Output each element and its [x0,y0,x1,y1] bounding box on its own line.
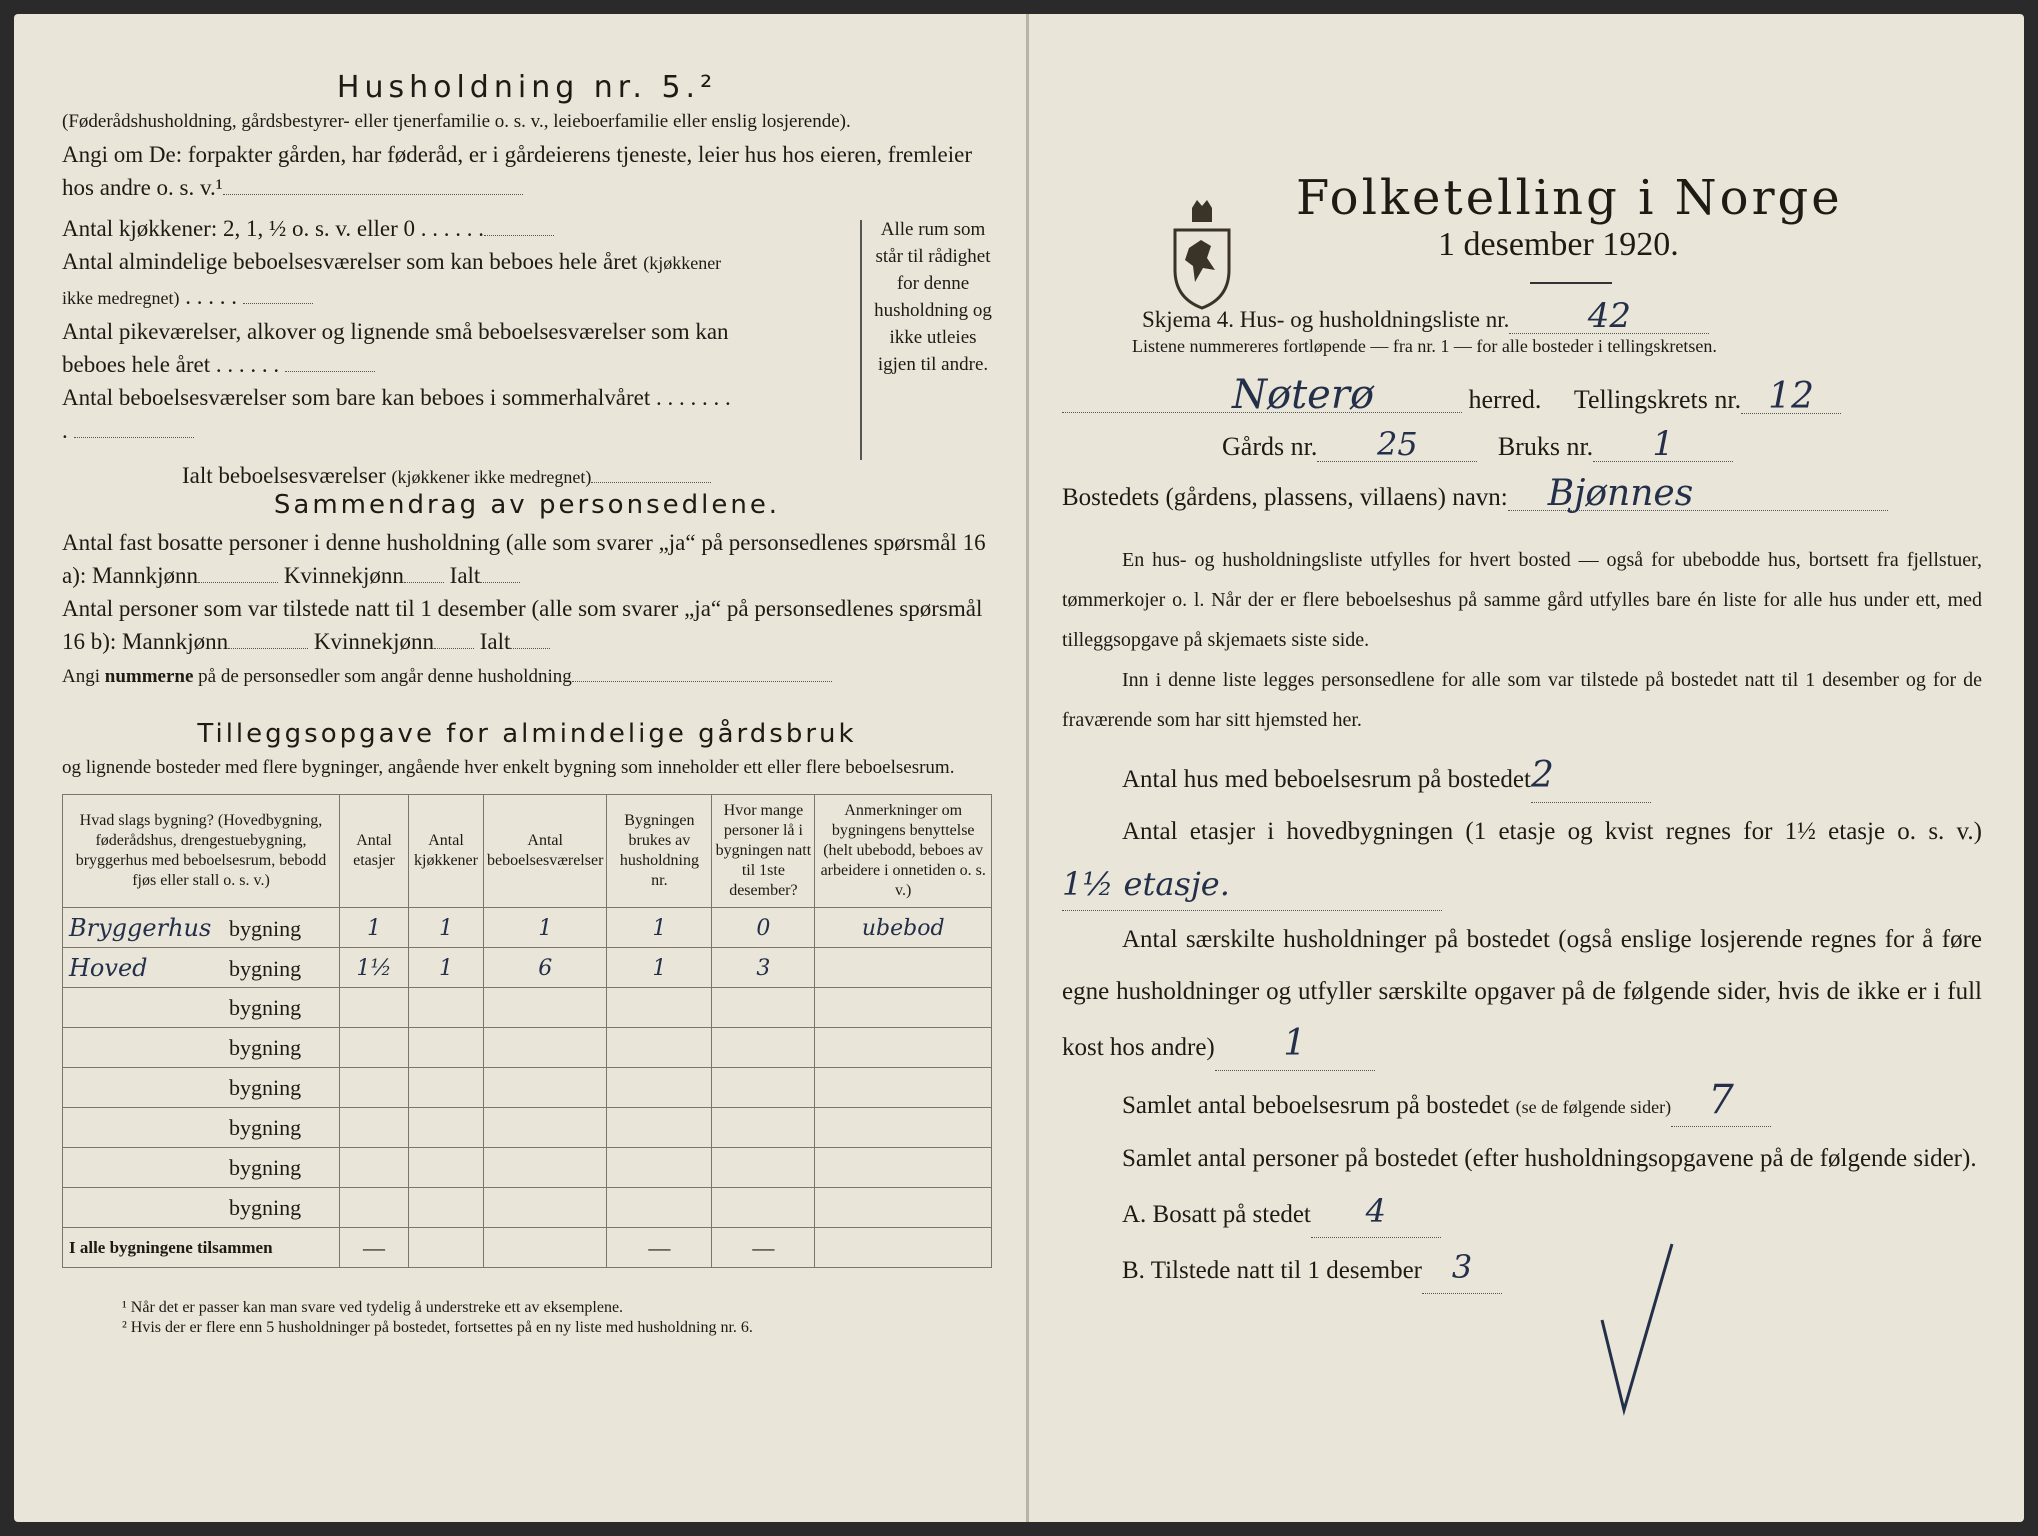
persons-cell [712,1148,815,1188]
header-floors: Antal etasjer [340,795,409,908]
building-type-cell [63,948,340,988]
total-rooms-question: Ialt beboelsesværelser (kjøkkener ikke medregnet) [62,459,742,494]
remarks-cell [815,988,992,1028]
houses-line: Antal hus med beboelsesrum på bostedet2 [1062,750,1982,806]
numbers-prompt: Angi nummerne på de personsedler som angår denne husholdning [62,664,992,689]
household-cell [607,988,712,1028]
instructions-2: Inn i denne liste legges personsedlene for alle som var tilstede på bostedet natt til 1 desember og for de fraværende som har sitt hjemsted her. [1062,669,1982,731]
farm-title: Tilleggsopgave for almindelige gårdsbruk [197,719,857,749]
census-title: Folketelling i Norge [1296,170,1843,226]
resident-line: A. Bosatt på stedet 4 [1062,1185,1982,1241]
rooms-year-question: Antal almindelige beboelsesværelser som kan beboes hele året (kjøkkener ikke medregnet) . . . . . [62,249,722,309]
building-row [63,1148,992,1188]
building-word: bygning [229,1114,302,1140]
present-line: B. Tilstede natt til 1 desember 3 [1062,1241,1982,1297]
header-persons: Hvor mange personer lå i bygningen natt til 1ste desember? [712,795,815,908]
remarks-cell [815,1188,992,1228]
persons-value: 0 [756,915,771,941]
kitchens-cell [409,1188,484,1228]
persons-cell [712,1108,815,1148]
household-cell [607,1188,712,1228]
rooms-cell [484,908,607,948]
header-rooms: Antal beboelsesværelser [484,795,607,908]
total-row [63,1228,992,1268]
building-type-cell [63,988,340,1028]
header-remarks: Anmerkninger om bygningens benyttelse (helt ubebodd, beboes av arbeidere i onnetiden o. s. v.) [815,795,992,908]
floors-cell [340,1068,409,1108]
left-page [62,60,992,1338]
persons-cell [712,1028,815,1068]
building-row [63,1068,992,1108]
bracket-note: Alle rum som står til rådighet for denne husholdning og ikke utleies igjen til andre. [874,219,992,375]
total-row-label: I alle bygningene tilsammen [63,1228,340,1268]
remarks-value: ubebod [861,915,945,941]
building-word: bygning [229,915,302,941]
farm-number: 25 [1317,428,1477,462]
kitchens-cell [409,908,484,948]
municipality-line: Nøterø herred. Tellingskrets nr. 12 [1062,379,1982,416]
header-kitchens: Antal kjøkkener [409,795,484,908]
rooms-value: 6 [538,955,553,981]
building-row [63,1108,992,1148]
household-value: 1 [652,955,667,981]
header-household: Bygningen brukes av husholdning nr. [607,795,712,908]
total-household: — [607,1228,712,1268]
household-cell [607,1068,712,1108]
household-cell [607,948,712,988]
persons-cell [712,1068,815,1108]
kitchens-cell [409,1148,484,1188]
building-name: Bryggerhus [69,913,212,942]
building-row [63,948,992,988]
floors-cell [340,988,409,1028]
remarks-cell [815,908,992,948]
district-number: 12 [1741,380,1841,414]
coat-of-arms-icon [1167,200,1237,310]
total-floors: — [340,1228,409,1268]
summary-title: Sammendrag av personsedlene. [273,490,781,520]
instructions-1: En hus- og husholdningsliste utfylles for hvert bosted — også for ubebodde hus, bortsett fra fjellstuer, tømmerkojer o. l. Når der er flere beboelseshus på samme gård utfylles bare én liste for alle hus under ett, med tilleggsopgave på skjemaets siste side. [1062,549,1982,651]
rooms-cell [484,948,607,988]
building-word: bygning [229,1034,302,1060]
rooms-cell [484,988,607,1028]
building-type-cell [63,1188,340,1228]
floors-value: 1 [367,915,381,941]
floors-cell [340,948,409,988]
footnote-1: ¹ Når det er passer kan man svare ved tydelig å understreke ett av eksemplene. [122,1299,624,1316]
household-value: 1 [652,915,667,941]
present-count: 3 [1422,1241,1502,1294]
building-row [63,908,992,948]
building-type-cell [63,1028,340,1068]
household-cell [607,1148,712,1188]
rooms-cell [484,1028,607,1068]
rooms-line: Samlet antal beboelsesrum på bostedet (se de følgende sider) 7 [1062,1074,1982,1133]
persons-cell [712,908,815,948]
check-mark-icon [1598,1240,1678,1420]
households-count: 1 [1215,1018,1375,1071]
farm-intro: og lignende bosteder med flere bygninger, angående hver enkelt bygning som inneholder ett eller flere beboelsesrum. [62,757,955,778]
header-building-type: Hvad slags bygning? (Hovedbygning, føderådshus, drengestuebygning, bryggerhus med beboelsesrum, bebodd fjøs eller stall o. s. v.) [63,795,340,908]
building-word: bygning [229,994,302,1020]
floors-cell [340,1028,409,1068]
remarks-cell [815,1068,992,1108]
persons-cell [712,988,815,1028]
page-fold [1026,14,1029,1522]
total-remarks [815,1228,992,1268]
place-line: Bostedets (gårdens, plassens, villaens) navn: Bjønnes [1062,477,1982,514]
census-date: 1 desember 1920. [1438,226,1679,263]
household-cell [607,1028,712,1068]
rooms-questions [62,212,742,494]
holding-number: 1 [1593,428,1733,462]
list-number: 42 [1509,300,1709,334]
footnotes [62,1298,992,1338]
footnote-2: ² Hvis der er flere enn 5 husholdninger på bostedet, fortsettes på en ny liste med husholdning nr. 6. [122,1319,753,1336]
divider [1530,282,1612,284]
houses-count: 2 [1531,750,1651,803]
household-cell [607,908,712,948]
floors-cell [340,1148,409,1188]
rooms-cell [484,1148,607,1188]
household-cell [607,1108,712,1148]
kitchens-cell [409,948,484,988]
summary-a: Antal fast bosatte personer i denne husholdning (alle som svarer „ja“ på personsedlenes spørsmål 16 a): Mannkjønn Kvinnekjønn Ialt [62,530,986,588]
rooms-cell [484,1068,607,1108]
floors-cell [340,908,409,948]
remarks-cell [815,1028,992,1068]
building-name: Hoved [69,953,148,982]
households-line: Antal særskilte husholdninger på bostedet (også enslige losjerende regnes for å føre egne husholdninger og utfyller særskilte opgaver på de følgende sider, hvis de ikke er i full kost hos andre) 1 [1062,914,1982,1074]
floors-value: 1½ [356,955,392,981]
kitchens-value: 1 [439,955,453,981]
building-type-cell [63,1148,340,1188]
building-word: bygning [229,955,302,981]
municipality: Nøterø [1062,379,1462,413]
remarks-cell [815,1148,992,1188]
kitchens-cell [409,1108,484,1148]
building-word: bygning [229,1154,302,1180]
kitchens-cell [409,1068,484,1108]
kitchens-value: 1 [439,915,453,941]
rooms-value: 1 [538,915,553,941]
floors-line: Antal etasjer i hovedbygningen (1 etasje og kvist regnes for 1½ etasje o. s. v.)1½ etasje. [1062,806,1982,914]
household-instruction: Angi om De: forpakter gården, har føderåd, er i gårdeierens tjeneste, leier hus hos eieren, fremleier hos andre o. s. v.¹ [62,142,973,200]
building-type-cell [63,1108,340,1148]
building-type-cell [63,908,340,948]
total-kitchens [409,1228,484,1268]
rooms-cell [484,1108,607,1148]
schema-line: Skjema 4. Hus- og husholdningsliste nr. 42 [1062,300,1982,336]
building-type-cell [63,1068,340,1108]
total-persons: — [712,1228,815,1268]
building-word: bygning [229,1074,302,1100]
summary-b: Antal personer som var tilstede natt til 1 desember (alle som svarer „ja“ på personsedlenes spørsmål 16 b): Mannkjønn Kvinnekjønn Ialt [62,596,983,654]
resident-count: 4 [1311,1185,1441,1238]
numbering-note: Listene nummereres fortløpende — fra nr. 1 — for alle bosteder i tellingskretsen. [1132,336,1717,356]
remarks-cell [815,948,992,988]
remarks-cell [815,1108,992,1148]
kitchens-question: Antal kjøkkener: 2, 1, ½ o. s. v. eller 0 . . . . . . [62,212,742,245]
household-note: (Føderådshusholdning, gårdsbestyrer- eller tjenerfamilie o. s. v., leieboerfamilie eller enslig losjerende). [62,111,851,132]
kitchens-cell [409,1028,484,1068]
persons-cell [712,948,815,988]
household-title: Husholdning nr. 5.² [336,70,718,105]
right-page [1062,60,1982,1297]
summer-rooms-question: Antal beboelsesværelser som bare kan beboes i sommerhalvåret . . . . . . . . [62,385,731,443]
building-row [63,1028,992,1068]
persons-line: Samlet antal personer på bostedet (efter husholdningsopgavene på de følgende sider). [1122,1145,1977,1172]
building-table [62,794,992,1268]
total-rooms [484,1228,607,1268]
building-row [63,1188,992,1228]
farm-line: Gårds nr. 25 Bruks nr. 1 [1062,428,1982,463]
persons-cell [712,1188,815,1228]
kitchens-cell [409,988,484,1028]
floors-cell [340,1188,409,1228]
floors-cell [340,1108,409,1148]
building-word: bygning [229,1194,302,1220]
rooms-cell [484,1188,607,1228]
persons-value: 3 [756,955,771,981]
bracket [860,220,864,460]
floors-count: 1½ etasje. [1062,858,1442,911]
place-name: Bjønnes [1508,477,1888,511]
maid-rooms-question: Antal pikeværelser, alkover og lignende små beboelsesværelser som kan beboes hele året . . . . . . [62,319,729,377]
building-row [63,988,992,1028]
rooms-count: 7 [1671,1074,1771,1127]
